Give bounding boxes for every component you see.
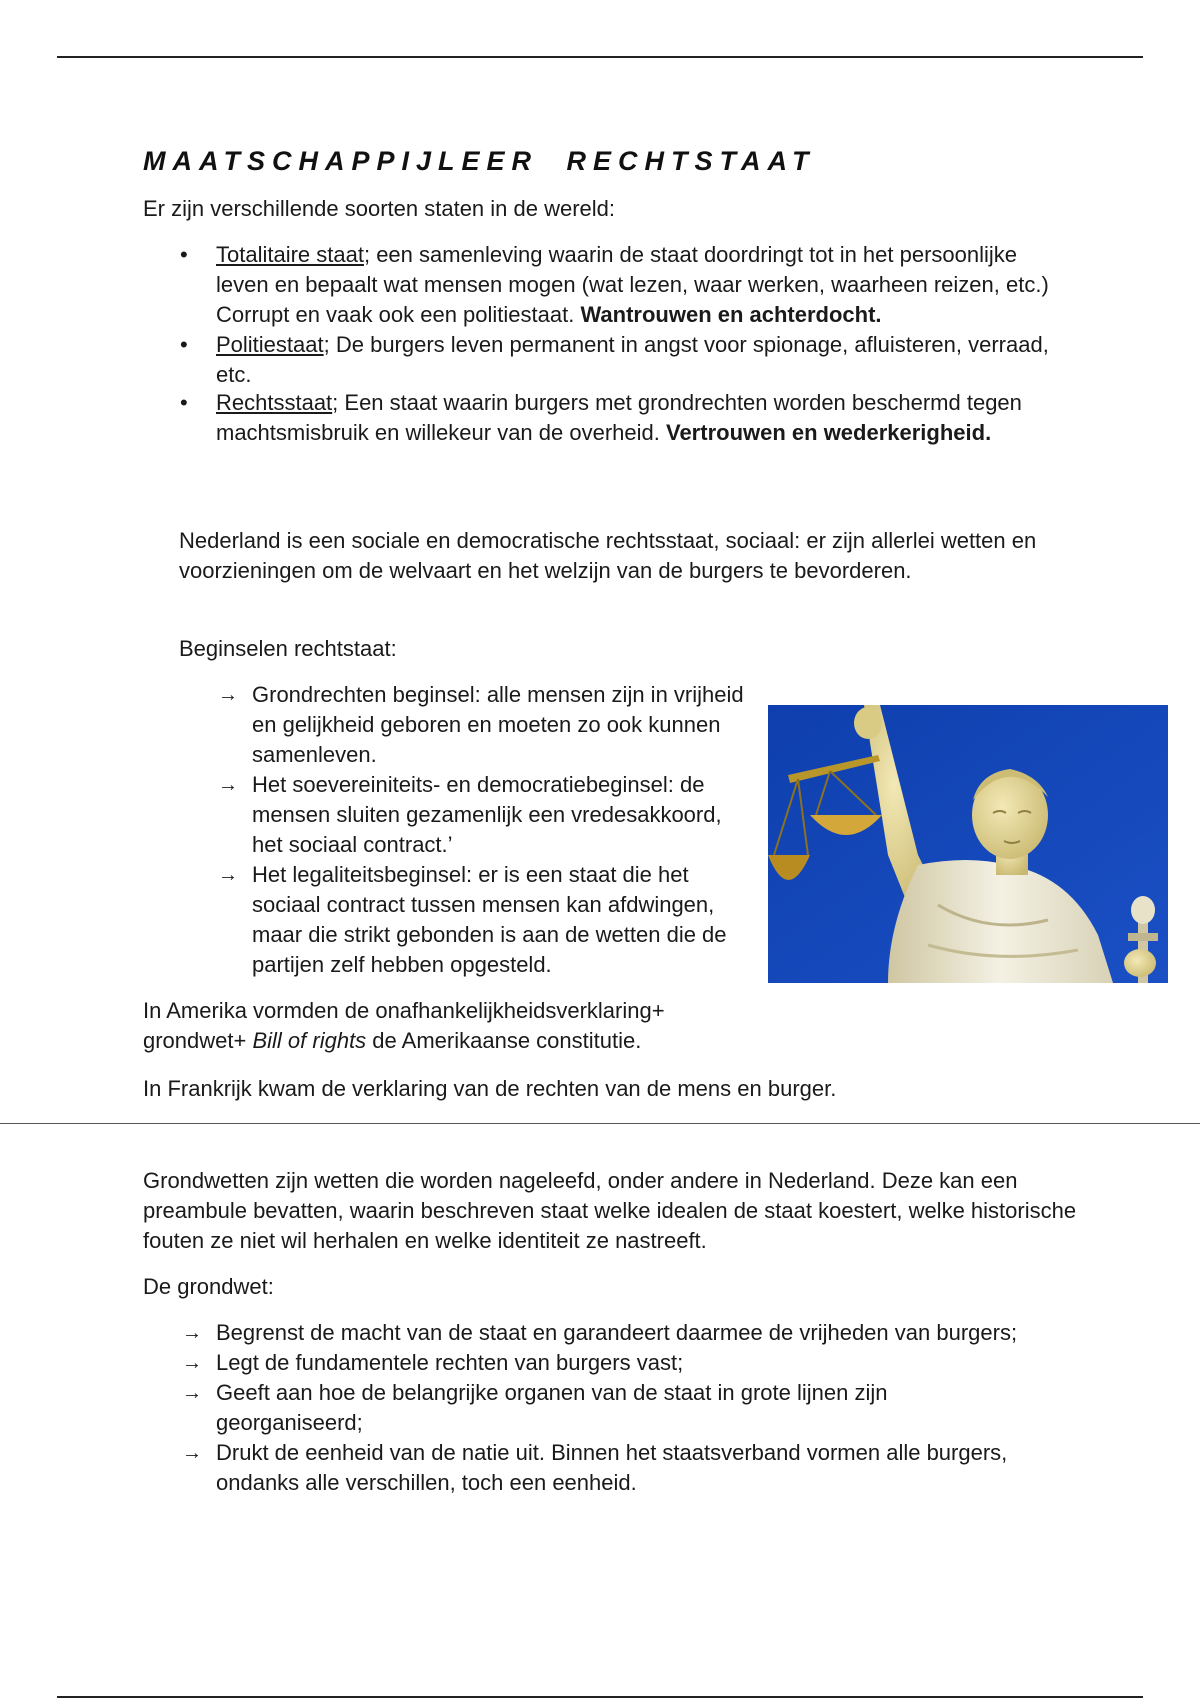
principles-heading: Beginselen rechtstaat: (179, 636, 397, 661)
bill-of-rights-text: Bill of rights (252, 1028, 367, 1053)
netherlands-paragraph: Nederland is een sociale en democratische rechtsstaat, sociaal: er zijn allerlei wetten en voorzieningen om de welvaart en het welzijn van de burgers te bevorderen. (179, 528, 1037, 583)
america-text-end: de Amerikaanse constitutie. (366, 1028, 642, 1053)
grondwet-list (216, 1318, 1036, 1498)
grondwet-item: → Legt de fundamentele rechten van burgers vast; (216, 1348, 1036, 1378)
grondwet-item: → Geeft aan hoe de belangrijke organen van de staat in grote lijnen zijn georganiseerd; (216, 1378, 1036, 1438)
state-type-text: ; een samenleving waarin de staat doordringt tot in het persoonlijke leven en bepaalt wat mensen mogen (wat lezen, waar werken, waarheen reizen, etc.) Corrupt en vaak ook een politiestaat. (216, 242, 1049, 327)
top-rule (57, 56, 1143, 58)
lady-justice-photo (768, 705, 1168, 983)
grondwet-item: → Begrenst de macht van de staat en garandeert daarmee de vrijheden van burgers; (216, 1318, 1036, 1348)
lady-justice-illustration (768, 705, 1168, 983)
bottom-rule (57, 1696, 1143, 1698)
state-type-term: Politiestaat (216, 332, 324, 357)
america-text-start: In Amerika vormden de onafhankelijkheidsverklaring+ grondwet+ (143, 998, 665, 1053)
america-paragraph (143, 996, 743, 1056)
intro-text: Er zijn verschillende soorten staten in de wereld: (143, 196, 616, 221)
france-paragraph: In Frankrijk kwam de verklaring van de rechten van de mens en burger. (143, 1076, 837, 1101)
principle-item: → Grondrechten beginsel: alle mensen zijn in vrijheid en gelijkheid geboren en moeten zo ook kunnen samenleven. (252, 680, 757, 770)
state-types-list (216, 240, 1061, 448)
grondwet-item: → Drukt de eenheid van de natie uit. Binnen het staatsverband vormen alle burgers, ondanks alle verschillen, toch een eenheid. (216, 1438, 1036, 1498)
state-type-term: Totalitaire staat (216, 242, 364, 267)
state-type-item (216, 240, 1061, 330)
state-type-term: Rechtsstaat (216, 390, 333, 415)
grondwet-heading: De grondwet: (143, 1274, 274, 1299)
state-type-item (216, 388, 1061, 448)
principle-item: → Het legaliteitsbeginsel: er is een staat die het sociaal contract tussen mensen kan afdwingen, maar die strikt gebonden is aan de wetten die de partijen zelf hebben opgesteld. (252, 860, 757, 980)
page-break-rule (0, 1123, 1200, 1124)
state-type-emphasis: Vertrouwen en wederkerigheid. (665, 420, 992, 445)
constitutions-paragraph: Grondwetten zijn wetten die worden nageleefd, onder andere in Nederland. Deze kan een preambule bevatten, waarin beschreven staat welke idealen de staat koestert, welke historische fouten ze niet wil herhalen en welke identiteit ze nastreeft. (143, 1168, 1077, 1253)
state-type-item (216, 330, 1061, 390)
page-title: MAATSCHAPPIJLEER RECHTSTAAT (143, 146, 816, 176)
state-type-text: ; De burgers leven permanent in angst voor spionage, afluisteren, verraad, etc. (216, 332, 1049, 387)
principles-list (252, 680, 757, 980)
state-type-emphasis: Wantrouwen en achterdocht. (580, 302, 882, 327)
principle-item: → Het soevereiniteits- en democratiebeginsel: de mensen sluiten gezamenlijk een vredesakkoord, het sociaal contract.’ (252, 770, 757, 860)
state-type-text: ; Een staat waarin burgers met grondrechten worden beschermd tegen machtsmisbruik en willekeur van de overheid. (216, 390, 1022, 445)
